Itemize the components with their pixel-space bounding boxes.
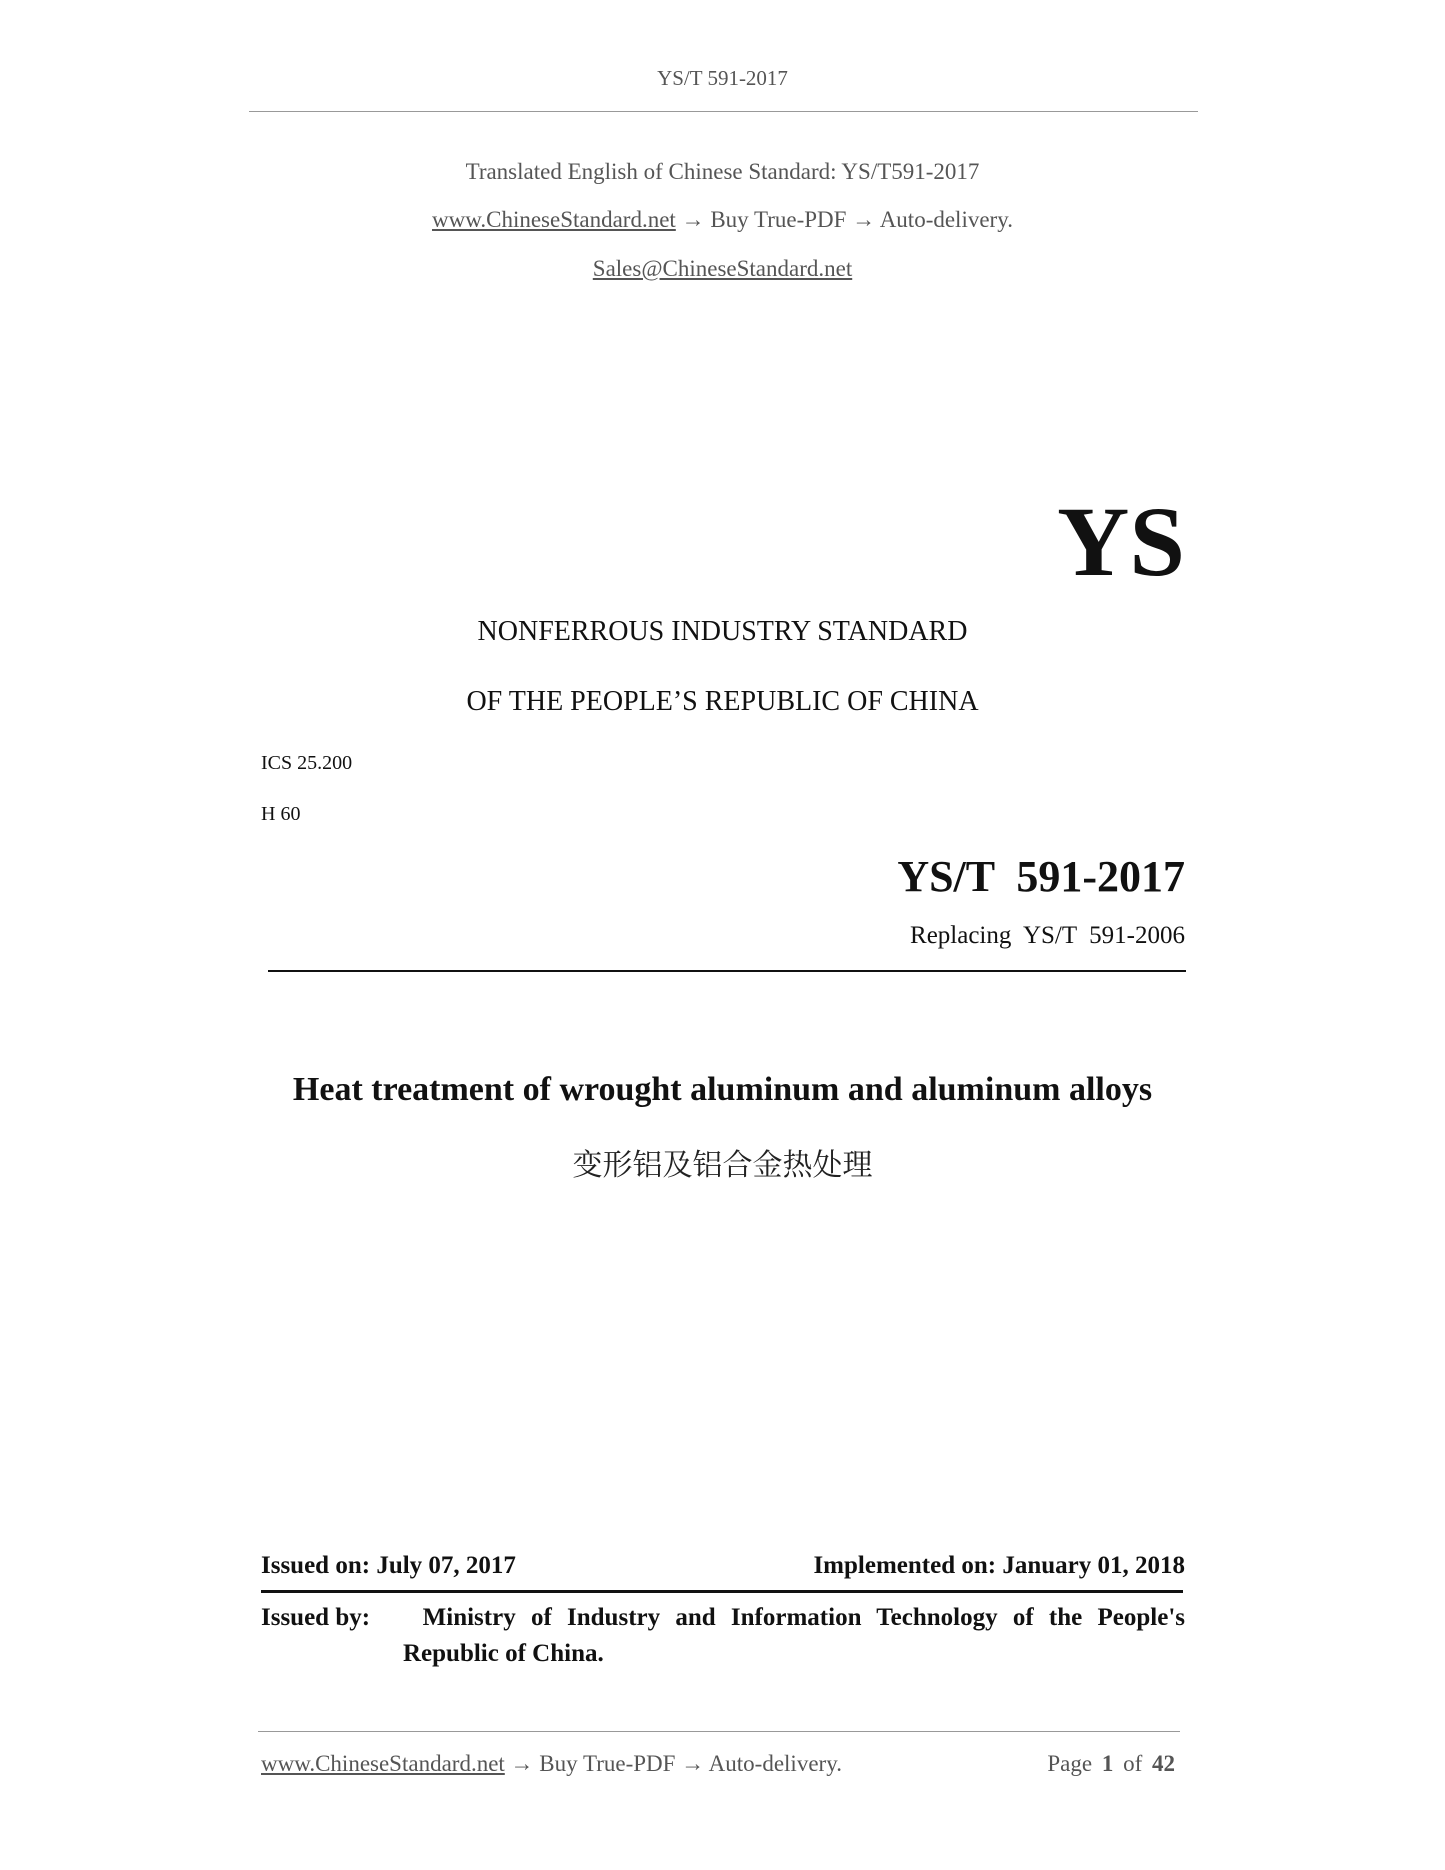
issued-by-authority: Ministry of Industry and Information Technology of the People's <box>422 1604 1185 1631</box>
footer-promo <box>261 1751 842 1777</box>
arrow-icon: → <box>681 207 705 232</box>
footer-buy-text: Buy True-PDF <box>539 1751 676 1776</box>
org-line-1: NONFERROUS INDUSTRY STANDARD <box>477 616 968 647</box>
title-english: Heat treatment of wrought aluminum and aluminum alloys <box>292 1071 1153 1108</box>
arrow-icon: → <box>681 1751 705 1776</box>
header-divider <box>249 111 1198 112</box>
arrow-icon: → <box>510 1751 534 1776</box>
implemented-on-date: Implemented on: January 01, 2018 <box>813 1552 1185 1579</box>
page-indicator <box>1047 1751 1175 1777</box>
footer-divider <box>258 1731 1180 1732</box>
website-link[interactable]: www.ChineseStandard.net <box>432 207 676 232</box>
issued-on-date: Issued on: July 07, 2017 <box>261 1552 516 1579</box>
issued-by-label: Issued by: <box>261 1604 371 1631</box>
sales-line <box>0 256 1445 282</box>
dates-divider <box>261 1590 1183 1593</box>
of-label: of <box>1123 1751 1143 1776</box>
replacing-note: Replacing YS/T 591-2006 <box>910 922 1185 949</box>
ccs-code: H 60 <box>261 803 301 825</box>
ics-code: ICS 25.200 <box>261 752 353 774</box>
issued-by <box>261 1604 1185 1632</box>
page-total: 42 <box>1152 1751 1175 1776</box>
standard-number: YS/T 591-2017 <box>897 852 1185 901</box>
org-line-2: OF THE PEOPLE’S REPUBLIC OF CHINA <box>466 686 979 717</box>
title-divider <box>268 970 1186 972</box>
footer-website-link[interactable]: www.ChineseStandard.net <box>261 1751 505 1776</box>
promo-line <box>0 207 1445 233</box>
translated-notice: Translated English of Chinese Standard: YS/T591-2017 <box>465 159 980 184</box>
delivery-text: Auto-delivery. <box>879 207 1013 232</box>
page-current: 1 <box>1101 1751 1114 1776</box>
page-label: Page <box>1047 1751 1093 1776</box>
issued-by-authority-cont: Republic of China. <box>403 1640 604 1667</box>
buy-text: Buy True-PDF <box>710 207 847 232</box>
arrow-icon: → <box>852 207 876 232</box>
sales-email-link[interactable]: Sales@ChineseStandard.net <box>592 256 853 281</box>
standard-logo: YS <box>1057 486 1185 597</box>
running-header: YS/T 591-2017 <box>657 66 788 90</box>
title-chinese: 变形铝及铝合金热处理 <box>572 1148 873 1183</box>
footer-delivery-text: Auto-delivery. <box>708 1751 842 1776</box>
